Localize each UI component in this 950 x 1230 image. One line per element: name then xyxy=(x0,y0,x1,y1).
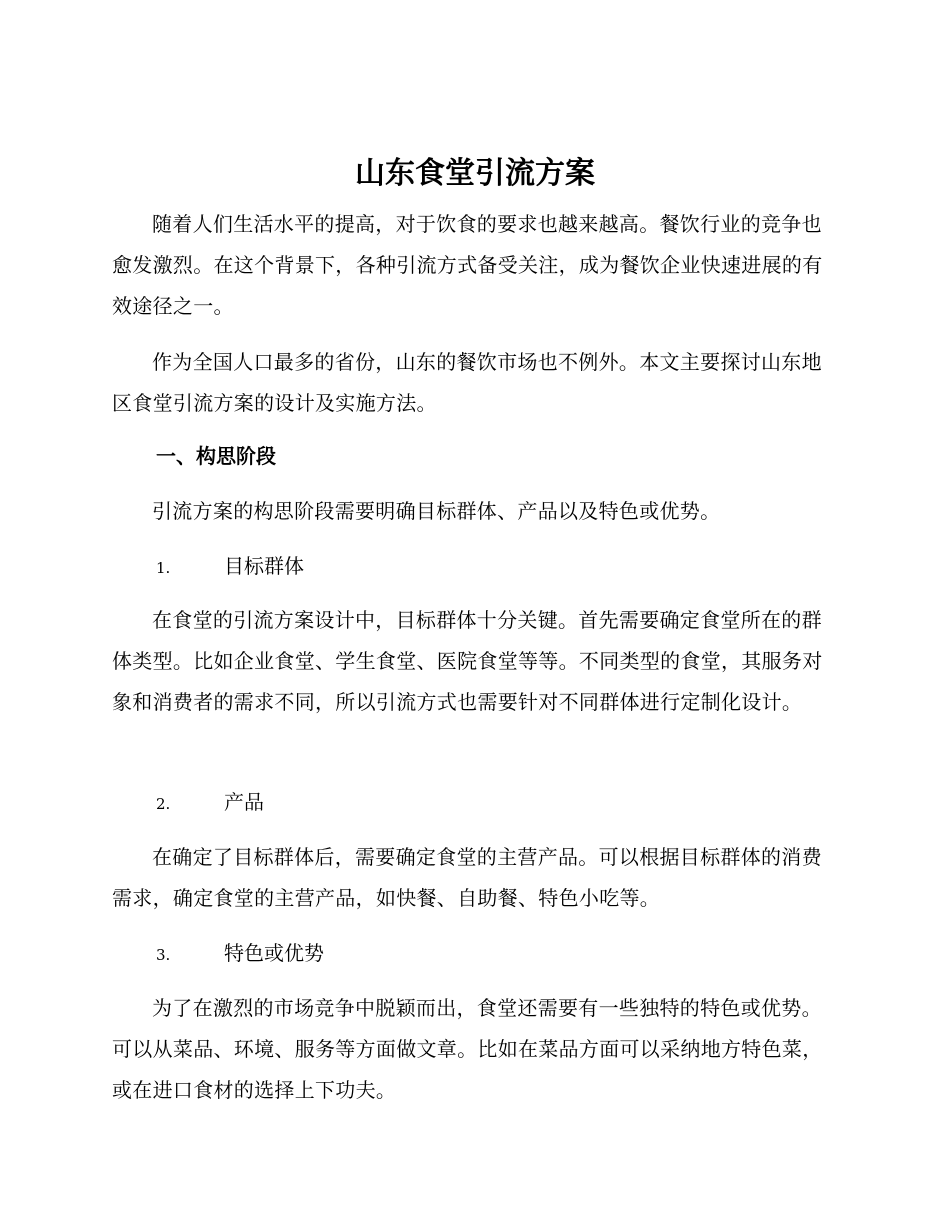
list-title: 产品 xyxy=(224,790,264,814)
list-item-2-body: 在确定了目标群体后，需要确定食堂的主营产品。可以根据目标群体的消费需求，确定食堂的主营产品，如快餐、自助餐、特色小吃等。 xyxy=(112,845,822,910)
list-item-1-body: 在食堂的引流方案设计中，目标群体十分关键。首先需要确定食堂所在的群体类型。比如企业食堂、学生食堂、医院食堂等等。不同类型的食堂，其服务对象和消费者的需求不同，所以引流方式也需要针对不同群体进行定制化设计。 xyxy=(112,608,823,714)
list-number: 1. xyxy=(156,559,171,577)
list-item-3-body: 为了在激烈的市场竞争中脱颖而出，食堂还需要有一些独特的特色或优势。可以从菜品、环境、服务等方面做文章。比如在菜品方面可以采纳地方特色菜，或在进口食材的选择上下功夫。 xyxy=(112,996,823,1102)
document-title: 山东食堂引流方案 xyxy=(355,156,595,191)
list-item-1-heading xyxy=(156,551,304,583)
list-item-2-heading xyxy=(156,787,264,819)
list-item-3-heading xyxy=(156,938,324,970)
section-heading: 一、构思阶段 xyxy=(156,444,276,468)
list-number: 2. xyxy=(156,795,171,813)
intro-paragraph-1: 随着人们生活水平的提高，对于饮食的要求也越来越高。餐饮行业的竞争也愈发激烈。在这个背景下，各种引流方式备受关注，成为餐饮企业快速进展的有效途径之一。 xyxy=(112,212,823,318)
section-summary: 引流方案的构思阶段需要明确目标群体、产品以及特色或优势。 xyxy=(152,499,721,523)
list-title: 目标群体 xyxy=(224,554,304,578)
list-title: 特色或优势 xyxy=(224,941,324,965)
intro-paragraph-2: 作为全国人口最多的省份，山东的餐饮市场也不例外。本文主要探讨山东地区食堂引流方案的设计及实施方法。 xyxy=(112,350,822,415)
list-number: 3. xyxy=(156,946,171,964)
